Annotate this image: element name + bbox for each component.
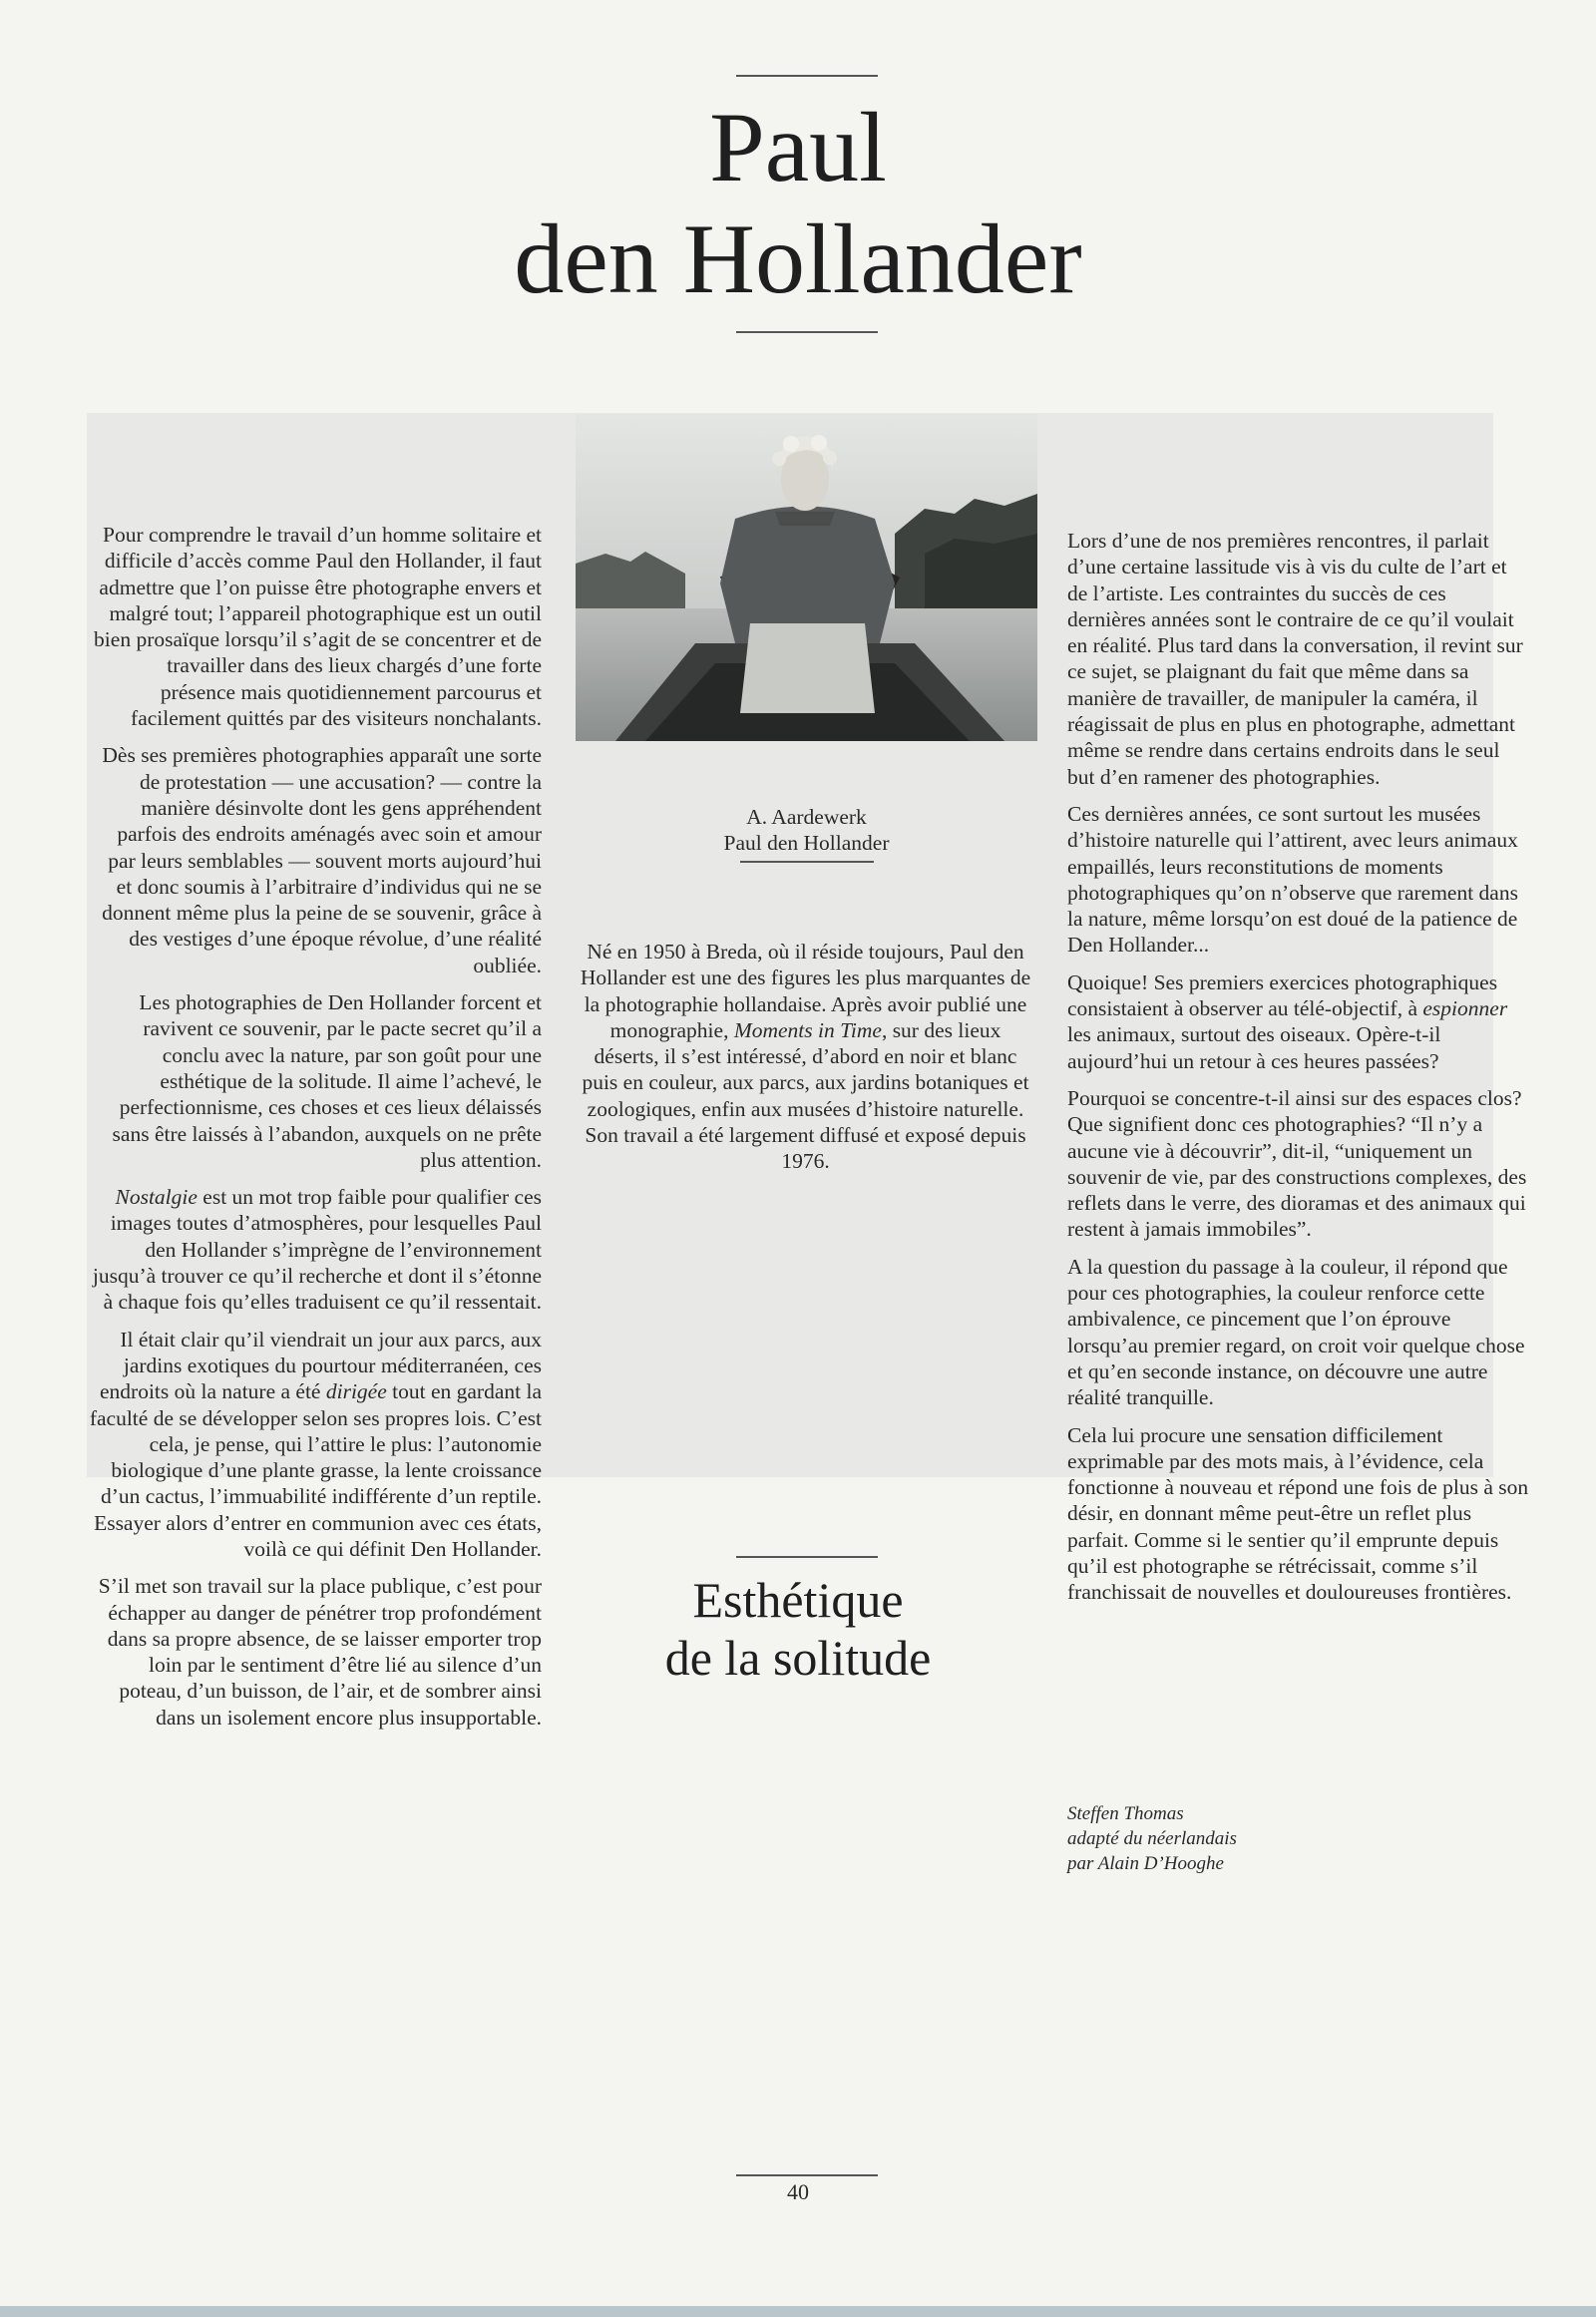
page-number: 40 (787, 2179, 809, 2204)
right-paragraph-1: Lors d’une de nos premières rencontres, il parlait d’une certaine lassitude vis à vis du culte de l’art et de l’artiste. Les contraintes du succès de ces dernières années sont le contraire de ce qu’il voulait en réalité. Plus tard dans la conversation, il revint sur ce sujet, se plaignant du fait que même dans sa manière de travailler, de manipuler la caméra, il réagissait de plus en plus en photographe, admettant même se rendre dans certains endroits dans le seul but d’en ramener des photographies. (1067, 529, 1523, 789)
right-column (1067, 528, 1529, 1617)
title-bottom-rule (736, 331, 878, 333)
bio-text-start: Né en 1950 à Breda, où il réside toujours, Paul den Hollander est une des figures les plus marquantes de la photographie hollandaise. Après avoir publié une monographie, (580, 940, 1031, 1042)
middle-column (579, 939, 1032, 1186)
nostalgie-emphasis: Nostalgie (115, 1185, 198, 1210)
photo-caption (576, 804, 1037, 857)
bio-text-end: , sur des lieux déserts, il s’est intéressé, d’abord en noir et blanc puis en couleur, aux parcs, aux jardins botaniques et zoologiques, enfin aux musées d’histoire naturelle. (582, 1017, 1029, 1121)
espionner-emphasis: espionner (1422, 996, 1508, 1021)
right-paragraph-4: Pourquoi se concentre-t-il ainsi sur des espaces clos? Que signifient donc ces photographies? “Il n’y a aucune vie à découvrir”, dit-il, “uniquement un souvenir de vie, par des constructions complexes, des reflets dans le verre, des dioramas et des animaux qui restent à jamais immobiles”. (1067, 1085, 1527, 1242)
portrait-photo (576, 414, 1037, 741)
page-title (0, 92, 1596, 315)
left-paragraph-5 (88, 1327, 542, 1563)
left-paragraph-2: Dès ses premières photographies apparaît une sorte de protestation — une accusation? — contre la manière désinvolte dont les gens appréhendent parfois des endroits aménagés avec soin et amour par leurs semblables — souvent morts aujourd’hui et donc soumis à l’arbitraire d’individus qui ne se donnent même plus la peine de se souvenir, grâce à des vestiges d’une époque révolue, d’une réalité oubliée. (102, 743, 542, 977)
bio-paragraph-2: Son travail a été largement diffusé et exposé depuis 1976. (585, 1123, 1026, 1174)
bio-paragraph-1 (579, 939, 1032, 1122)
book-title-emphasis: Moments in Time (733, 1017, 882, 1042)
left-paragraph-6: S’il met son travail sur la place publique, c’est pour échapper au danger de pénétrer trop profondément dans sa propre absence, de se laisser emporter trop loin par le sentiment d’être lié au silence d’un poteau, d’un buisson, de l’air, et de sombrer ainsi dans un isolement encore plus insupportable. (98, 1574, 542, 1730)
caption-subject: Paul den Hollander (723, 831, 890, 856)
title-line-2: den Hollander (514, 203, 1082, 314)
left-paragraph-4-text: est un mot trop faible pour qualifier ces images toutes d’atmosphères, pour lesquelles Paul den Hollander s’imprègne de l’environnement jusqu’à trouver ce qu’il recherche et dont il s’étonne à chaque fois qu’elles traduisent ce qu’il ressentait. (92, 1185, 542, 1315)
right-paragraph-6: Cela lui procure une sensation difficilement exprimable par des mots mais, à l’évidence, cela fonctionne à nouveau et répond une fois de plus à son désir, en donnant même peut-être un reflet plus parfait. Comme si le sentier qu’il emprunte depuis qu’il est photographe se rétrécissait, comme s’il franchissait de nouvelles et douloureuses frontières. (1067, 1422, 1529, 1605)
title-top-rule (736, 75, 878, 77)
article-signature (1067, 1801, 1426, 1876)
title-line-1: Paul (709, 92, 887, 202)
left-paragraph-4 (88, 1184, 542, 1315)
left-column (88, 522, 542, 1741)
scan-edge-strip (0, 2306, 1596, 2317)
right-paragraph-5: A la question du passage à la couleur, il répond que pour ces photographies, la couleur renforce cette ambivalence, ce pincement que l’on éprouve lorsqu’au premier regard, on croit voir quelque chose et qu’en seconde instance, on découvre une autre réalité tranquille. (1067, 1254, 1525, 1410)
article-subtitle (0, 1571, 1596, 1687)
left-paragraph-1: Pour comprendre le travail d’un homme solitaire et difficile d’accès comme Paul den Hollander, il faut admettre que l’on puisse être photographe envers et malgré tout; l’appareil photographique est un outil bien prosaïque lorsqu’il s’agit de se concentrer et de travailler dans des lieux chargés d’une forte présence mais quotidiennement parcourus et facilement quittés par des visiteurs nonchalants. (94, 523, 542, 731)
caption-author: A. Aardewerk (746, 805, 867, 829)
right-paragraph-3-end: les animaux, surtout des oiseaux. Opère-t-il aujourd’hui un retour à ces heures passées? (1067, 1022, 1441, 1073)
subtitle-top-rule (736, 1556, 878, 1558)
right-paragraph-2: Ces dernières années, ce sont surtout les musées d’histoire naturelle qui l’attirent, avec leurs animaux empaillés, leurs reconstitutions de moments photographiques qu’on n’observe que rarement dans la nature, même lorsqu’on est doué de la patience de Den Hollander... (1067, 801, 1518, 958)
dirigee-emphasis: dirigée (325, 1379, 387, 1404)
subtitle-bottom-rule (736, 2174, 878, 2176)
right-paragraph-3-start: Quoique! Ses premiers exercices photographiques consistaient à observer au télé-objectif, à (1067, 969, 1498, 1021)
signature-translator: par Alain D’Hooghe (1067, 1853, 1224, 1874)
caption-rule (740, 861, 874, 863)
left-paragraph-5-end: tout en gardant la faculté de se développer selon ses propres lois. C’est cela, je pense, qui l’attire le plus: l’autonomie biologique d’une plante grasse, la lente croissance d’un cactus, l’immuabilité indifférente d’un reptile. Essayer alors d’entrer en communion avec ces états, voilà ce qui définit Den Hollander. (89, 1379, 542, 1561)
right-paragraph-3 (1067, 969, 1529, 1074)
signature-author: Steffen Thomas (1067, 1803, 1184, 1824)
left-paragraph-3: Les photographies de Den Hollander forcent et ravivent ce souvenir, par le pacte secret qu’il a conclu avec la nature, par son goût pour une esthétique de la solitude. Il aime l’achevé, le perfectionnisme, ces choses et ces lieux délaissés sans être laissés à l’abandon, auxquels on ne prête plus attention. (112, 990, 542, 1172)
signature-translation-note: adapté du néerlandais (1067, 1828, 1237, 1849)
subtitle-line-2: de la solitude (664, 1630, 932, 1686)
left-paragraph-5-start: Il était clair qu’il viendrait un jour aux parcs, aux jardins exotiques du pourtour méditerranéen, ces endroits où la nature a été (100, 1327, 542, 1404)
subtitle-line-1: Esthétique (692, 1572, 904, 1628)
